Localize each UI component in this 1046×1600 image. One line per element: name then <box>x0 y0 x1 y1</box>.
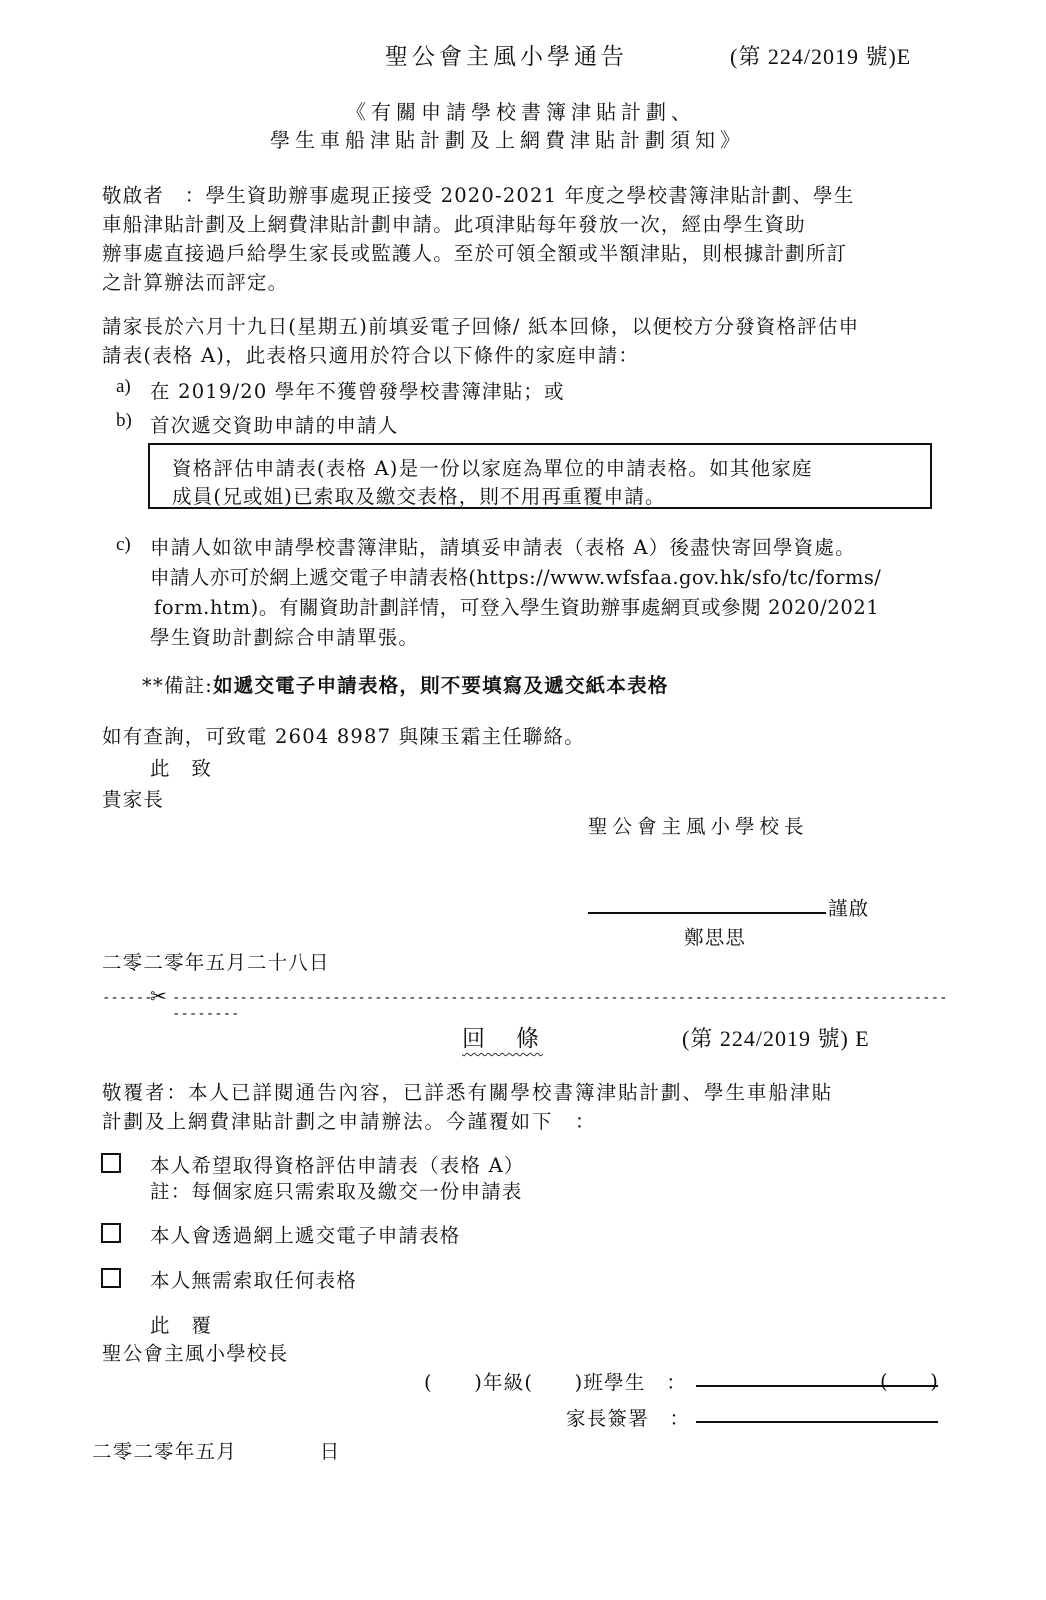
option3-checkbox[interactable] <box>101 1268 121 1288</box>
scissors-icon: ✂ <box>150 984 167 1008</box>
item-a-text: 在 2019/20 學年不獲曾發學校書簿津貼；或 <box>150 380 565 403</box>
closing-salutation: 此 致 <box>150 757 213 780</box>
option2-text: 本人會透過網上遞交電子申請表格 <box>150 1224 461 1247</box>
signature-line <box>588 912 826 914</box>
subject-line-1: 《有關申請學校書簿津貼計劃、 <box>346 100 696 124</box>
option2-checkbox[interactable] <box>101 1223 121 1243</box>
reply-date: 二零二零年五月 日 <box>92 1440 341 1463</box>
parent-signature-label: 家長簽署 ： <box>566 1407 691 1430</box>
p1-line-4: 之計算辦法而評定。 <box>102 271 289 294</box>
item-c-line-1: 申請人如欲申請學校書簿津貼，請填妥申請表（表格 A）後盡快寄回學資處。 <box>150 536 856 559</box>
reply-title: 回 條 <box>462 1026 543 1052</box>
remark-prefix: **備註: <box>142 674 214 697</box>
item-c-line-3: form.htm)。有關資助計劃詳情，可登入學生資助辦事處網頁或參閱 2020/2021 <box>154 596 880 619</box>
sender: 聖公會主風小學校長 <box>588 815 809 838</box>
item-c-label: c) <box>116 534 131 555</box>
reply-intro-line-1: 敬覆者：本人已詳閱通告內容，已詳悉有關學校書簿津貼計劃、學生車船津貼 <box>102 1081 834 1104</box>
p2-line-1: 請家長於六月十九日(星期五)前填妥電子回條/ 紙本回條，以便校方分發資格評估申 <box>102 315 860 338</box>
parent-signature-line[interactable] <box>696 1421 938 1423</box>
reply-closing: 此 覆 <box>150 1314 213 1337</box>
class-label: ( )年級( )班學生 ： <box>424 1371 687 1394</box>
option1-note: 註：每個家庭只需索取及繳交一份申請表 <box>150 1180 523 1203</box>
option1-checkbox[interactable] <box>101 1153 121 1173</box>
info-box-line-1: 資格評估申請表(表格 A)是一份以家庭為單位的申請表格。如其他家庭 <box>172 457 813 480</box>
signer-name: 鄭思思 <box>684 926 747 949</box>
notice-title: 聖公會主風小學通告 <box>385 44 628 70</box>
notice-date: 二零二零年五月二十八日 <box>102 951 330 974</box>
notice-number: (第 224/2019 號)E <box>730 44 912 69</box>
item-b-label: b) <box>116 410 132 431</box>
reply-notice-number: (第 224/2019 號) E <box>682 1026 870 1051</box>
option3-text: 本人無需索取任何表格 <box>150 1269 358 1292</box>
remark-bold-text: 如遞交電子申請表格，則不要填寫及遞交紙本表格 <box>213 674 669 697</box>
reply-addressee: 聖公會主風小學校長 <box>102 1342 289 1365</box>
p2-line-2: 請表(表格 A)，此表格只適用於符合以下條件的家庭申請： <box>102 344 640 367</box>
reply-intro-line-2: 計劃及上網費津貼計劃之申請辦法。今謹覆如下 ： <box>102 1110 597 1133</box>
enquiry-line: 如有查詢，可致電 2604 8987 與陳玉霜主任聯絡。 <box>102 725 585 748</box>
info-box <box>148 443 932 509</box>
p1-line-3: 辦事處直接過戶給學生家長或監護人。至於可領全額或半額津貼，則根據計劃所訂 <box>102 242 848 265</box>
addressee: 貴家長 <box>102 788 165 811</box>
cut-line-right: ---------------------------------------------------------------------------------------------------- <box>172 990 948 1022</box>
p1-line-2: 車船津貼計劃及上網費津貼計劃申請。此項津貼每年發放一次，經由學生資助 <box>102 213 806 236</box>
info-box-line-2: 成員(兄或姐)已索取及繳交表格，則不用再重覆申請。 <box>172 485 666 508</box>
item-a-label: a) <box>116 376 131 397</box>
class-number-paren: ( ) <box>880 1370 940 1393</box>
option1-text: 本人希望取得資格評估申請表（表格 A） <box>150 1154 525 1177</box>
respect-text: 謹啟 <box>828 897 870 920</box>
remark <box>142 670 668 698</box>
subject-line-2: 學生車船津貼計劃及上網費津貼計劃須知》 <box>270 128 745 152</box>
p1-line-1: 敬啟者 ：學生資助辦事處現正接受 2020-2021 年度之學校書簿津貼計劃、學生 <box>102 184 855 207</box>
item-c-line-4: 學生資助計劃綜合申請單張。 <box>150 626 420 649</box>
item-b-text: 首次遞交資助申請的申請人 <box>150 414 399 437</box>
cut-line-left: ------ <box>102 990 153 1006</box>
item-c-line-2: 申請人亦可於網上遞交電子申請表格(https://www.wfsfaa.gov.hk/sfo/tc/forms/ <box>150 566 882 589</box>
